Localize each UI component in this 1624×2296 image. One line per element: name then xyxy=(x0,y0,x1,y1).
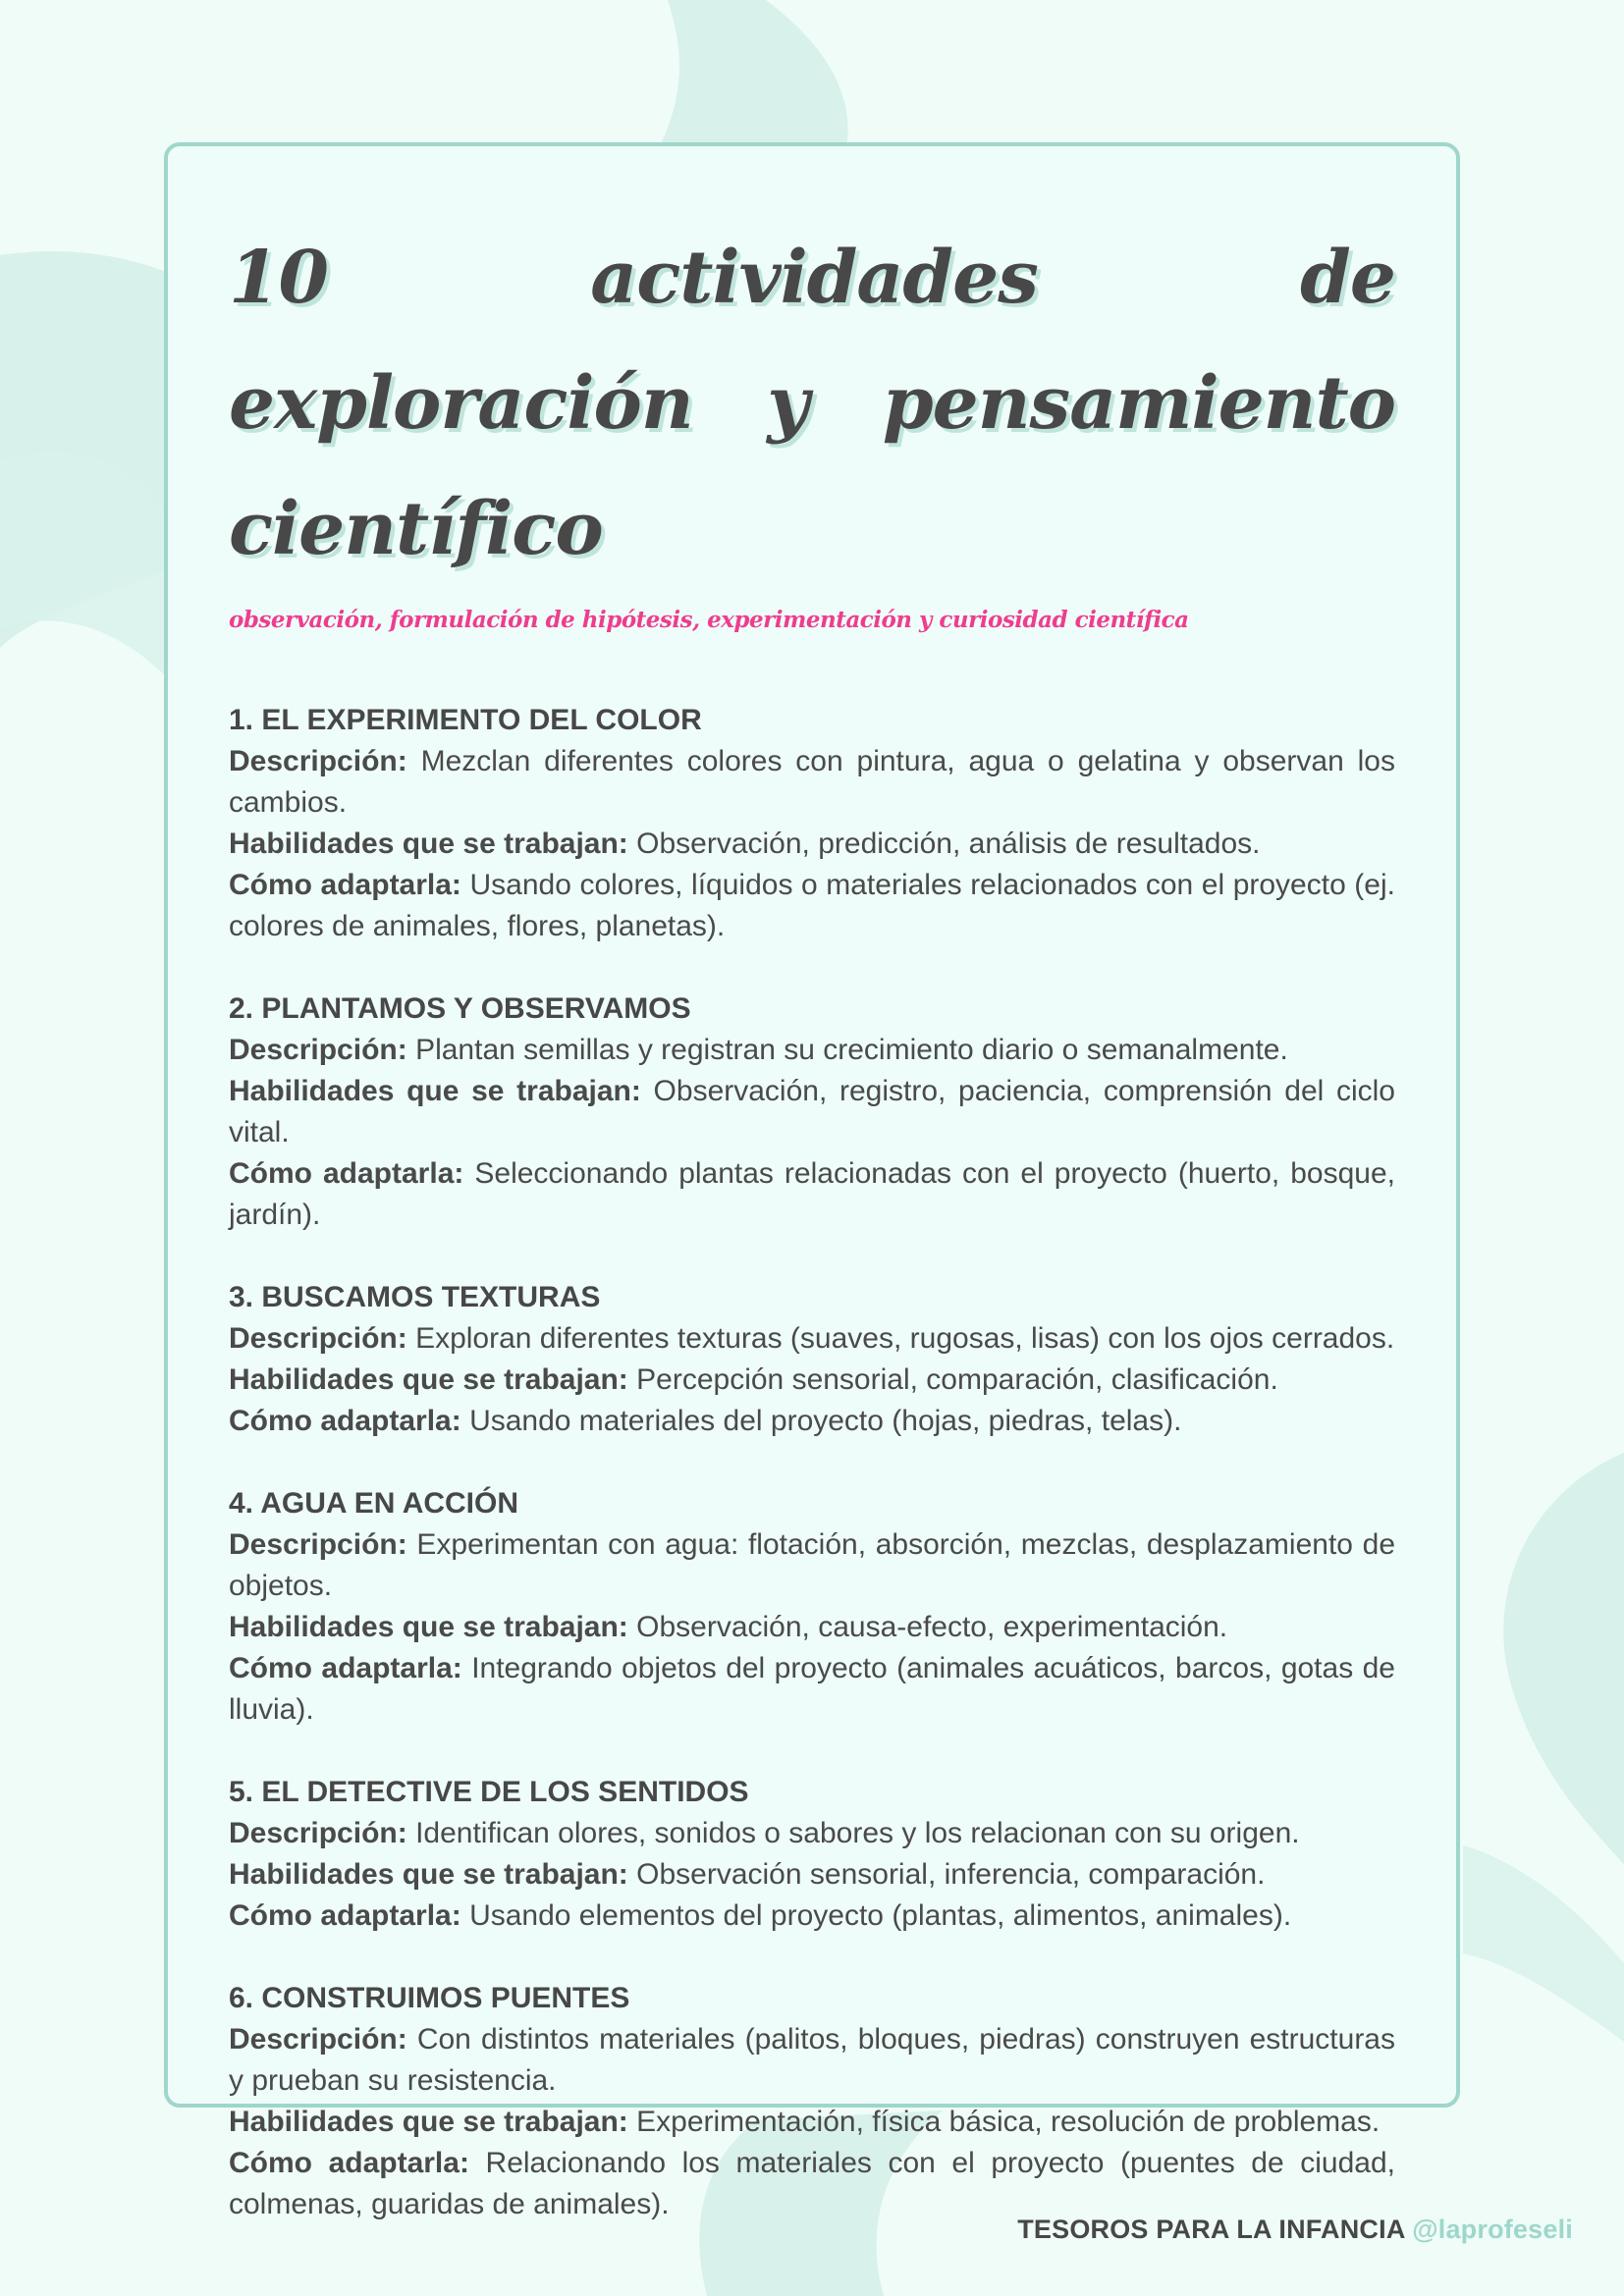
skills-label: Habilidades que se trabajan: xyxy=(229,828,628,860)
adapt-text: Relacionando los materiales con el proyecto (puentes de ciudad, colmenas, guaridas de animales). xyxy=(229,2147,1395,2220)
skills-text: Observación sensorial, inferencia, comparación. xyxy=(636,1858,1266,1891)
activity-description xyxy=(229,1030,1395,1071)
footer-handle[interactable]: @laprofeseli xyxy=(1412,2215,1573,2244)
skills-text: Experimentación, física básica, resolución de problemas. xyxy=(636,2106,1380,2138)
adapt-label: Cómo adaptarla: xyxy=(229,1157,464,1190)
activity-adapt xyxy=(229,1401,1395,1442)
description-text: Mezclan diferentes colores con pintura, agua o gelatina y observan los cambios. xyxy=(229,745,1395,819)
description-label: Descripción: xyxy=(229,1817,407,1849)
activity-item xyxy=(229,1483,1395,1731)
adapt-text: Usando materiales del proyecto (hojas, piedras, telas). xyxy=(469,1405,1182,1437)
adapt-text: Usando elementos del proyecto (plantas, alimentos, animales). xyxy=(469,1899,1292,1932)
adapt-label: Cómo adaptarla: xyxy=(229,1899,461,1932)
activity-skills xyxy=(229,1071,1395,1153)
adapt-label: Cómo adaptarla: xyxy=(229,1405,461,1437)
activity-title: 6. CONSTRUIMOS PUENTES xyxy=(229,1982,630,2014)
page-title: 10 actividades de exploración y pensamiento científico xyxy=(229,236,1395,571)
activity-description xyxy=(229,2019,1395,2102)
description-label: Descripción: xyxy=(229,745,407,777)
activity-skills xyxy=(229,1360,1395,1401)
skills-label: Habilidades que se trabajan: xyxy=(229,1363,628,1396)
page-subtitle: observación, formulación de hipótesis, experimentación y curiosidad científica xyxy=(229,607,1189,633)
footer-brand: TESOROS PARA LA INFANCIA xyxy=(1017,2215,1405,2244)
activity-skills xyxy=(229,824,1395,865)
description-label: Descripción: xyxy=(229,1528,407,1561)
activity-title: 3. BUSCAMOS TEXTURAS xyxy=(229,1281,601,1313)
activity-list xyxy=(229,700,1395,2225)
adapt-label: Cómo adaptarla: xyxy=(229,2147,469,2179)
activity-item xyxy=(229,700,1395,947)
activity-description xyxy=(229,741,1395,824)
activity-adapt xyxy=(229,1153,1395,1236)
activity-skills xyxy=(229,1607,1395,1648)
activity-title: 5. EL DETECTIVE DE LOS SENTIDOS xyxy=(229,1776,749,1808)
content-card xyxy=(164,142,1460,2220)
activity-description xyxy=(229,1524,1395,1607)
description-text: Con distintos materiales (palitos, bloques, piedras) construyen estructuras y prueban su resistencia. xyxy=(229,2023,1395,2097)
description-text: Exploran diferentes texturas (suaves, rugosas, lisas) con los ojos cerrados. xyxy=(415,1322,1395,1355)
adapt-text: Usando colores, líquidos o materiales relacionados con el proyecto (ej. colores de animales, flores, planetas). xyxy=(229,869,1395,942)
activity-item xyxy=(229,1277,1395,1442)
description-label: Descripción: xyxy=(229,2023,407,2056)
description-text: Experimentan con agua: flotación, absorción, mezclas, desplazamiento de objetos. xyxy=(229,1528,1396,1602)
skills-label: Habilidades que se trabajan: xyxy=(229,1075,641,1107)
skills-text: Observación, registro, paciencia, comprensión del ciclo vital. xyxy=(229,1075,1395,1148)
description-label: Descripción: xyxy=(229,1034,407,1066)
adapt-text: Integrando objetos del proyecto (animales acuáticos, barcos, gotas de lluvia). xyxy=(229,1652,1395,1726)
activity-adapt xyxy=(229,1896,1395,1937)
description-label: Descripción: xyxy=(229,1322,407,1355)
activity-title: 4. AGUA EN ACCIÓN xyxy=(229,1487,519,1520)
activity-title: 1. EL EXPERIMENTO DEL COLOR xyxy=(229,704,702,736)
skills-text: Observación, causa-efecto, experimentación. xyxy=(636,1611,1228,1643)
activity-skills xyxy=(229,1854,1395,1896)
activity-description xyxy=(229,1318,1395,1360)
activity-item xyxy=(229,988,1395,1236)
activity-title: 2. PLANTAMOS Y OBSERVAMOS xyxy=(229,992,691,1025)
skills-label: Habilidades que se trabajan: xyxy=(229,1611,628,1643)
skills-text: Percepción sensorial, comparación, clasificación. xyxy=(636,1363,1278,1396)
activity-description xyxy=(229,1813,1395,1854)
skills-text: Observación, predicción, análisis de resultados. xyxy=(636,828,1261,860)
footer-credit xyxy=(1017,2215,1573,2245)
activity-adapt xyxy=(229,865,1395,947)
activity-item xyxy=(229,1772,1395,1937)
adapt-text: Seleccionando plantas relacionadas con el proyecto (huerto, bosque, jardín). xyxy=(229,1157,1395,1231)
description-text: Plantan semillas y registran su crecimiento diario o semanalmente. xyxy=(415,1034,1288,1066)
activity-skills xyxy=(229,2102,1395,2143)
description-text: Identifican olores, sonidos o sabores y los relacionan con su origen. xyxy=(415,1817,1300,1849)
activity-adapt xyxy=(229,1648,1395,1731)
activity-adapt xyxy=(229,2143,1395,2225)
adapt-label: Cómo adaptarla: xyxy=(229,869,461,901)
adapt-label: Cómo adaptarla: xyxy=(229,1652,462,1684)
skills-label: Habilidades que se trabajan: xyxy=(229,1858,628,1891)
activity-item xyxy=(229,1978,1395,2225)
skills-label: Habilidades que se trabajan: xyxy=(229,2106,628,2138)
